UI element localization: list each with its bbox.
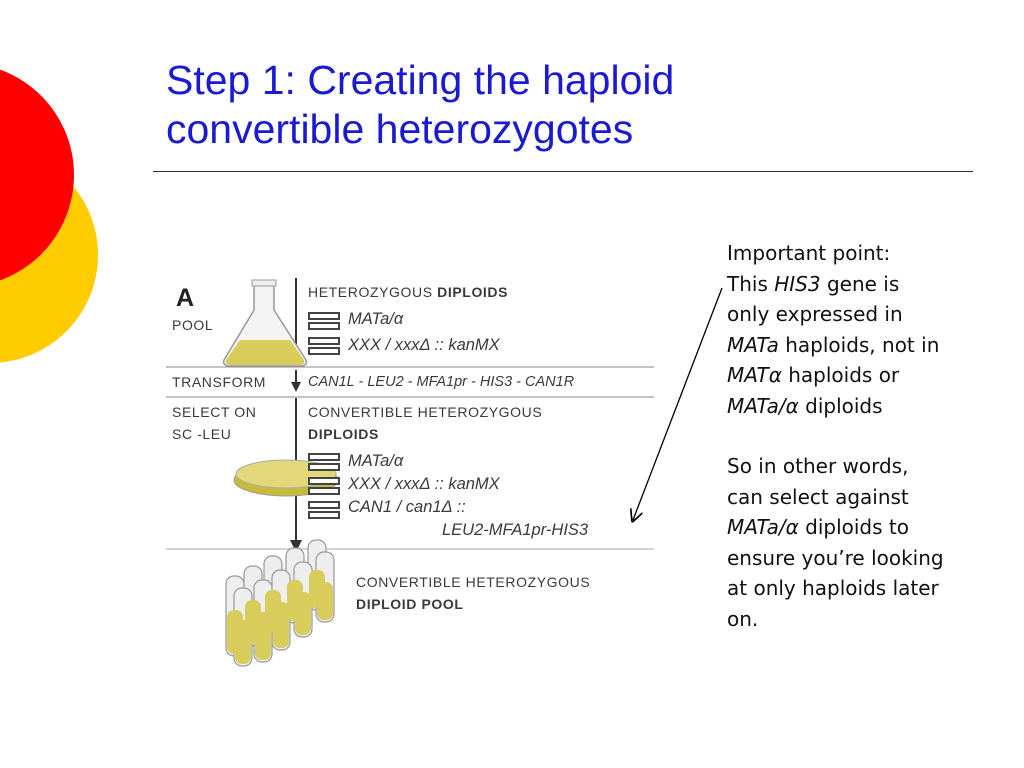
note-line: only expressed in [727,302,903,326]
convertible-heterozygous-label: CONVERTIBLE HETEROZYGOUS [308,404,543,420]
decorative-circles [0,0,110,420]
slide-title [166,56,956,154]
note-line: This HIS3 gene is [727,271,900,296]
title-line-1: Step 1: Creating the haploid [166,57,675,103]
pool-label-2: DIPLOID POOL [356,596,464,612]
mat-genotype-2: MATa/α [348,452,404,470]
xxx-genotype-2: XXX / xxxΔ :: kanMX [348,475,500,493]
note-text [727,238,1019,634]
heterozygous-diploids-label: HETEROZYGOUS DIPLOIDS [308,284,509,300]
pipeline-figure [166,270,661,670]
diploids-label: DIPLOIDS [308,426,379,442]
leu2-cassette: LEU2-MFA1pr-HIS3 [442,521,589,539]
pool-label-1: CONVERTIBLE HETEROZYGOUS [356,574,591,590]
note-line: can select against [727,484,909,509]
note-line: MATa/α diploids [727,393,883,418]
pool-label: POOL [172,317,214,333]
note-line: Important point: [727,241,891,265]
note-line: So in other words, [727,454,909,478]
transform-construct: CAN1L - LEU2 - MFA1pr - HIS3 - CAN1R [308,374,575,390]
note-line: at only haploids later [727,576,939,600]
title-underline [153,171,973,172]
note-line: MATa/α diploids to [727,515,909,539]
note-line: ensure you’re looking [727,545,944,570]
flask-icon [224,280,307,366]
mat-genotype-1: MATa/α [348,310,404,328]
select-on-label: SELECT ON [172,404,257,420]
can1-genotype: CAN1 / can1Δ :: [348,498,466,516]
note-line: on. [727,606,759,631]
sc-leu-label: SC -LEU [172,426,232,442]
title-line-2: convertible heterozygotes [166,106,634,152]
xxx-genotype-1: XXX / xxxΔ :: kanMX [348,336,500,354]
note-line: MATα haploids or [727,363,900,387]
note-line: MATa haploids, not in [727,332,940,357]
transform-label: TRANSFORM [172,374,267,390]
panel-letter: A [176,284,195,312]
